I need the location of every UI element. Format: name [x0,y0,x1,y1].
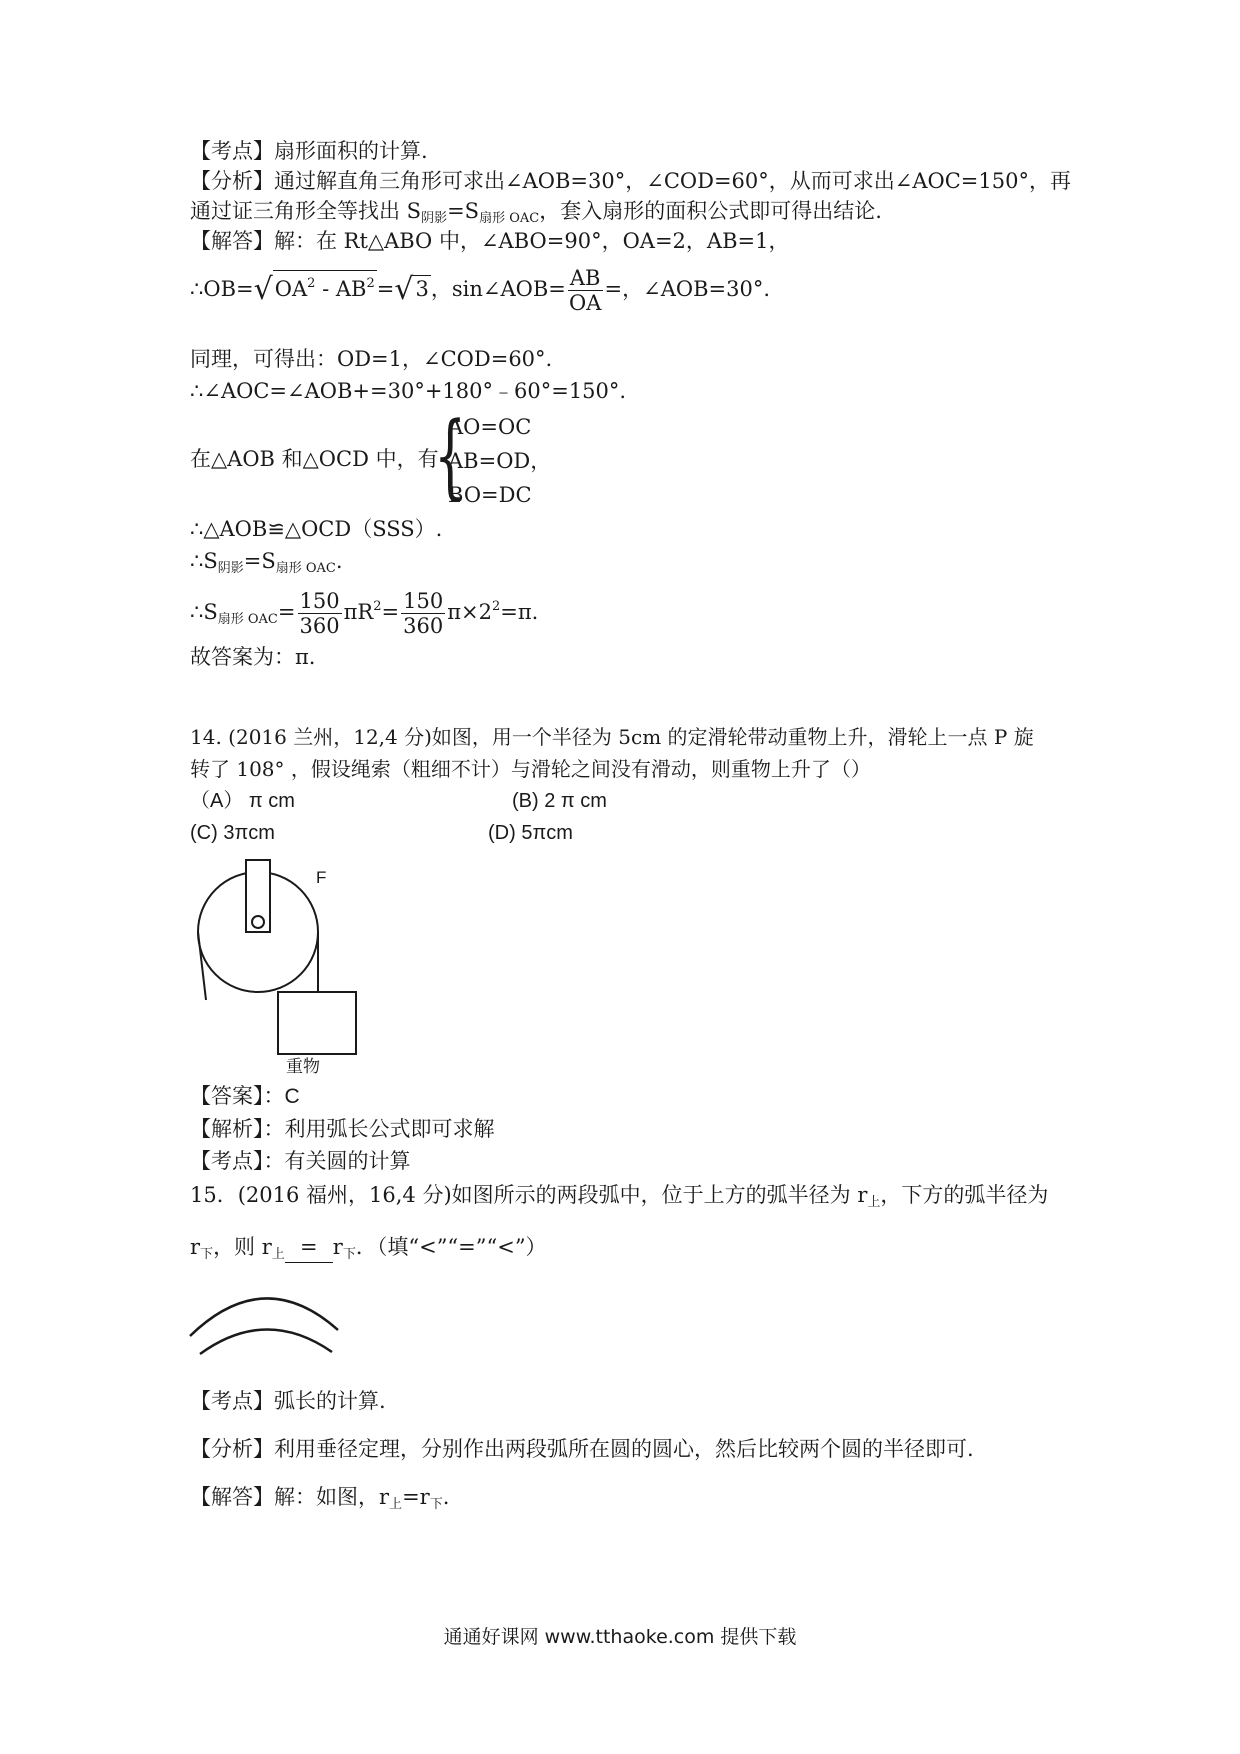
text: ∴OB= [190,277,254,301]
text: ， [530,449,552,473]
page-footer: 通通好课网 www.tthaoke.com 提供下载 [443,1626,797,1648]
text: AB=OD [448,449,531,473]
q13-solution-line-3: 同理，可得出：OD=1，∠COD=60°. [190,347,553,371]
exponent: 2 [307,276,316,291]
q13-system-intro: 在△AOB 和△OCD 中，有 [190,447,439,471]
text: ，则 r [213,1235,272,1259]
pulley-figure [190,860,390,1080]
text: = [376,277,395,301]
exponent: 2 [491,599,501,614]
radicand: 3 [415,277,429,301]
weight-caption: 重物 [286,1057,320,1077]
equation-system [448,410,551,512]
text: . [335,549,343,573]
q14-stem-line-1: 14. (2016 兰州，12,4 分)如图，用一个半径为 5cm 的定滑轮带动重物上升，滑轮上一点 P 旋 [190,725,1034,749]
subscript: 扇形 OAC [217,612,278,627]
q14-option-c: (C) 3πcm [190,822,275,844]
subscript: 阴影 [217,561,244,576]
q15-stem-line-1 [190,1180,1048,1218]
text: 【解答】解：如图，r [190,1485,390,1509]
q15-point: 【考点】弧长的计算. [190,1389,386,1413]
system-brace: { [434,402,467,509]
force-label: F [316,868,327,887]
q13-congruence: ∴△AOB≌△OCD（SSS）. [190,517,443,541]
fraction [568,266,603,315]
text: AB [335,277,367,301]
text: π×2 [447,600,492,624]
text: =π. [500,600,539,624]
text: ，下方的弧半径为 [880,1183,1049,1207]
fraction [401,589,445,638]
radical-sign: √ [253,272,273,307]
text: 15．(2016 福州，16,4 分)如图所示的两段弧中，位于上方的弧半径为 r [190,1183,868,1207]
numerator: 150 [299,589,340,613]
text: 通过证三角形全等找出 S [190,199,422,223]
subscript: 下 [342,1247,356,1262]
weight-box [278,992,356,1054]
text: =，∠AOB=30°. [604,277,770,301]
q13-solution-line-1: 【解答】解：在 Rt△ABO 中，∠ABO=90°，OA=2，AB=1， [190,229,790,253]
q13-point-line: 【考点】扇形面积的计算. [190,139,428,163]
subscript: 下 [200,1247,214,1262]
two-arcs-figure [186,1282,346,1362]
subscript: 下 [429,1497,443,1512]
text: - [315,277,336,301]
text: ，sin∠AOB= [430,277,566,301]
q15-solution [190,1482,449,1520]
q14-option-a: （A） π cm [190,790,295,812]
q13-analysis-line-1: 【分析】通过解直角三角形可求出∠AOB=30°，∠COD=60°，从而可求出∠AOC=150°，再 [190,169,1071,193]
exponent: 2 [373,599,382,614]
numerator: AB [569,266,601,290]
q14-point: 【考点】：有关圆的计算 [190,1149,411,1173]
exponent: 2 [366,276,375,291]
q13-final-answer: 故答案为：π. [190,645,316,669]
subscript: 上 [389,1497,403,1512]
q14-answer: 【答案】：C [190,1085,300,1108]
equation-3: BO=DC [448,483,532,507]
answer-blank: = [285,1232,333,1263]
text: ．（填“<”“=”“<”） [355,1235,547,1259]
text: ∴S [190,600,218,624]
fraction [298,589,342,638]
radical-sign: √ [394,272,414,307]
text: r [332,1235,343,1259]
q14-analysis: 【解析】：利用弧长公式即可求解 [190,1117,495,1141]
q15-stem-line-2 [190,1232,547,1270]
text: . [442,1485,450,1509]
text: r [190,1235,201,1259]
text: =S [243,549,276,573]
q13-solution-line-4: ∴∠AOC=∠AOB+=30°+180°﹣60°=150°. [190,379,627,403]
text: = [381,600,400,624]
equation-2 [448,444,551,478]
lower-arc [200,1329,332,1354]
denominator: OA [569,291,602,315]
subscript: 上 [271,1247,285,1262]
text: OA [274,277,308,301]
q13-sector-formula [190,580,538,647]
q15-analysis: 【分析】利用垂径定理，分别作出两段弧所在圆的圆心，然后比较两个圆的半径即可. [190,1437,974,1461]
subscript: 扇形 OAC [479,211,540,226]
text: =S [447,199,480,223]
text: πR [343,600,374,624]
q14-option-d: (D) 5πcm [488,822,573,844]
text: = [277,600,296,624]
denominator: 360 [299,614,340,638]
rope-left [198,932,206,1000]
pulley-mount [246,860,270,932]
text: ，套入扇形的面积公式即可得出结论. [539,199,882,223]
subscript: 阴影 [421,211,448,226]
q13-area-equal [190,546,343,584]
subscript: 扇形 OAC [275,561,336,576]
denominator: 360 [403,614,444,638]
q14-option-b: (B) 2 π cm [512,790,607,812]
q13-ob-formula [190,264,770,315]
q14-stem-line-2: 转了 108° ，假设绳索（粗细不计）与滑轮之间没有滑动，则重物上升了（） [190,757,871,781]
radicand [273,270,377,302]
subscript: 上 [867,1195,881,1210]
numerator: 150 [403,589,444,613]
equation-1: AO=OC [448,415,532,439]
text: =r [402,1485,430,1509]
text: ∴S [190,549,218,573]
